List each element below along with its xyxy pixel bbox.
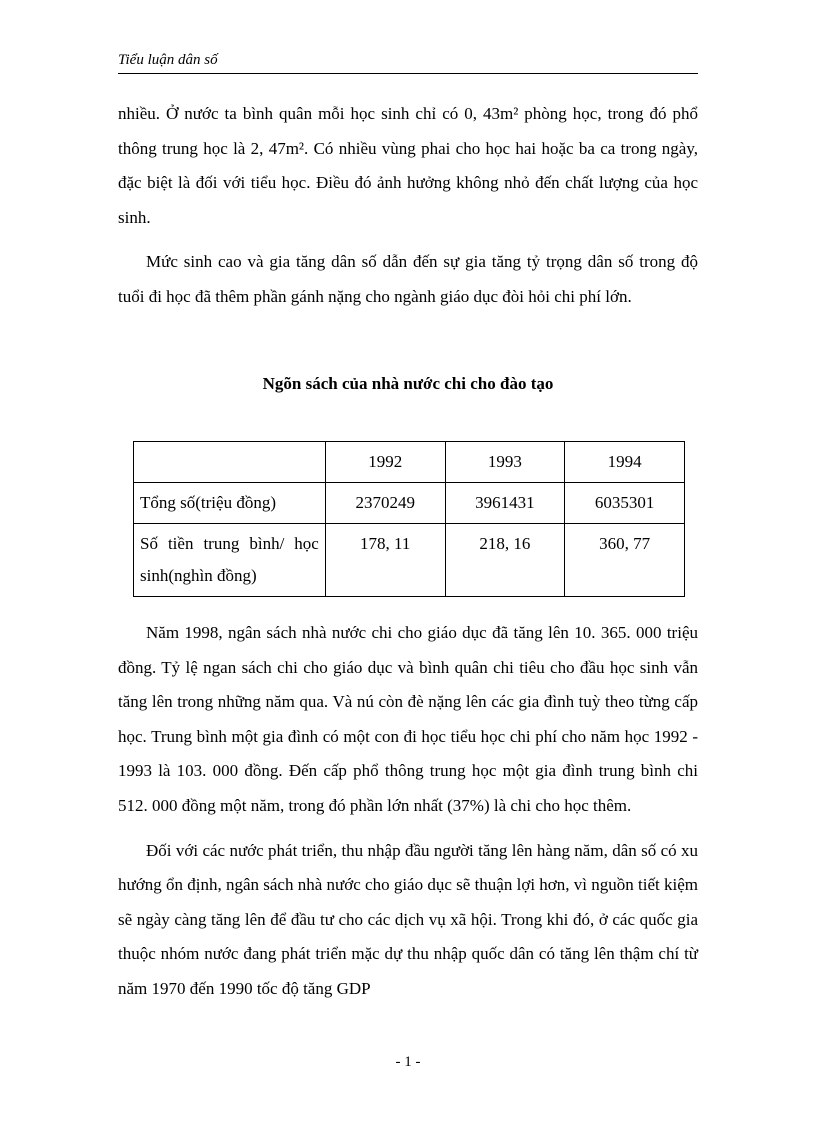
bottom-text-block	[118, 616, 698, 1007]
table-row	[134, 524, 685, 597]
table-header-cell: 1993	[445, 442, 565, 483]
table-cell: 218, 16	[445, 524, 565, 597]
table-header-cell: 1994	[565, 442, 685, 483]
table-header-row	[134, 442, 685, 483]
paragraph-classroom-space: nhiều. Ở nước ta bình quân mỗi học sinh chỉ có 0, 43m² phòng học, trong đó phổ thông trung học là 2, 47m². Có nhiều vùng phai cho học hai hoặc ba ca trong ngày, đặc biệt là đối với tiểu học. Điều đó ảnh hưởng không nhỏ đến chất lượng của học sinh.	[118, 104, 698, 227]
table-cell: 3961431	[445, 483, 565, 524]
table-header-cell	[134, 442, 326, 483]
table-row	[134, 483, 685, 524]
table-title: Ngõn sách của nhà nước chi cho đào tạo	[262, 374, 554, 393]
table-cell: 2370249	[325, 483, 445, 524]
table-cell: 178, 11	[325, 524, 445, 597]
table-row-label: Tổng số(triệu đồng)	[134, 483, 326, 524]
top-text-block	[118, 97, 698, 315]
running-header: Tiểu luận dân số	[118, 52, 218, 68]
paragraph-birth-rate: Mức sinh cao và gia tăng dân số dẫn đến sự gia tăng tỷ trọng dân số trong độ tuổi đi học đã thêm phần gánh nặng cho ngành giáo dục đòi hỏi chi phí lớn.	[118, 252, 698, 306]
paragraph-budget-1998: Năm 1998, ngân sách nhà nước chi cho giáo dục đã tăng lên 10. 365. 000 triệu đồng. Tỷ lệ ngan sách chi cho giáo dục và bình quân chi tiêu cho đầu học sinh vẫn tăng lên trong những năm qua. Và nú còn đè nặng lên các gia đình tuỳ theo từng cấp học. Trung bình một gia đình có một con đi học tiểu học chi phí cho năm học 1992 - 1993 là 103. 000 đồng. Đến cấp phổ thông trung học một gia đình trung bình chi 512. 000 đồng một năm, trong đó phần lớn nhất (37%) là chi cho học thêm.	[118, 623, 698, 815]
page-number: - 1 -	[395, 1054, 421, 1070]
table-row-label: Số tiền trung bình/ học sinh(nghìn đồng)	[134, 524, 326, 597]
paragraph-developed-countries: Đối với các nước phát triển, thu nhập đầu người tăng lên hàng năm, dân số có xu hướng ổn định, ngân sách nhà nước cho giáo dục sẽ thuận lợi hơn, vì nguồn tiết kiệm sẽ ngày càng tăng lên để đầu tư cho các dịch vụ xã hội. Trong khi đó, ở các quốc gia thuộc nhóm nước đang phát triển mặc dự thu nhập quốc dân có tăng lên thậm chí từ năm 1970 đến 1990 tốc độ tăng GDP	[118, 840, 698, 998]
table-header-cell: 1992	[325, 442, 445, 483]
table-cell: 360, 77	[565, 524, 685, 597]
budget-table	[133, 441, 685, 597]
header-rule	[118, 73, 698, 74]
table-cell: 6035301	[565, 483, 685, 524]
